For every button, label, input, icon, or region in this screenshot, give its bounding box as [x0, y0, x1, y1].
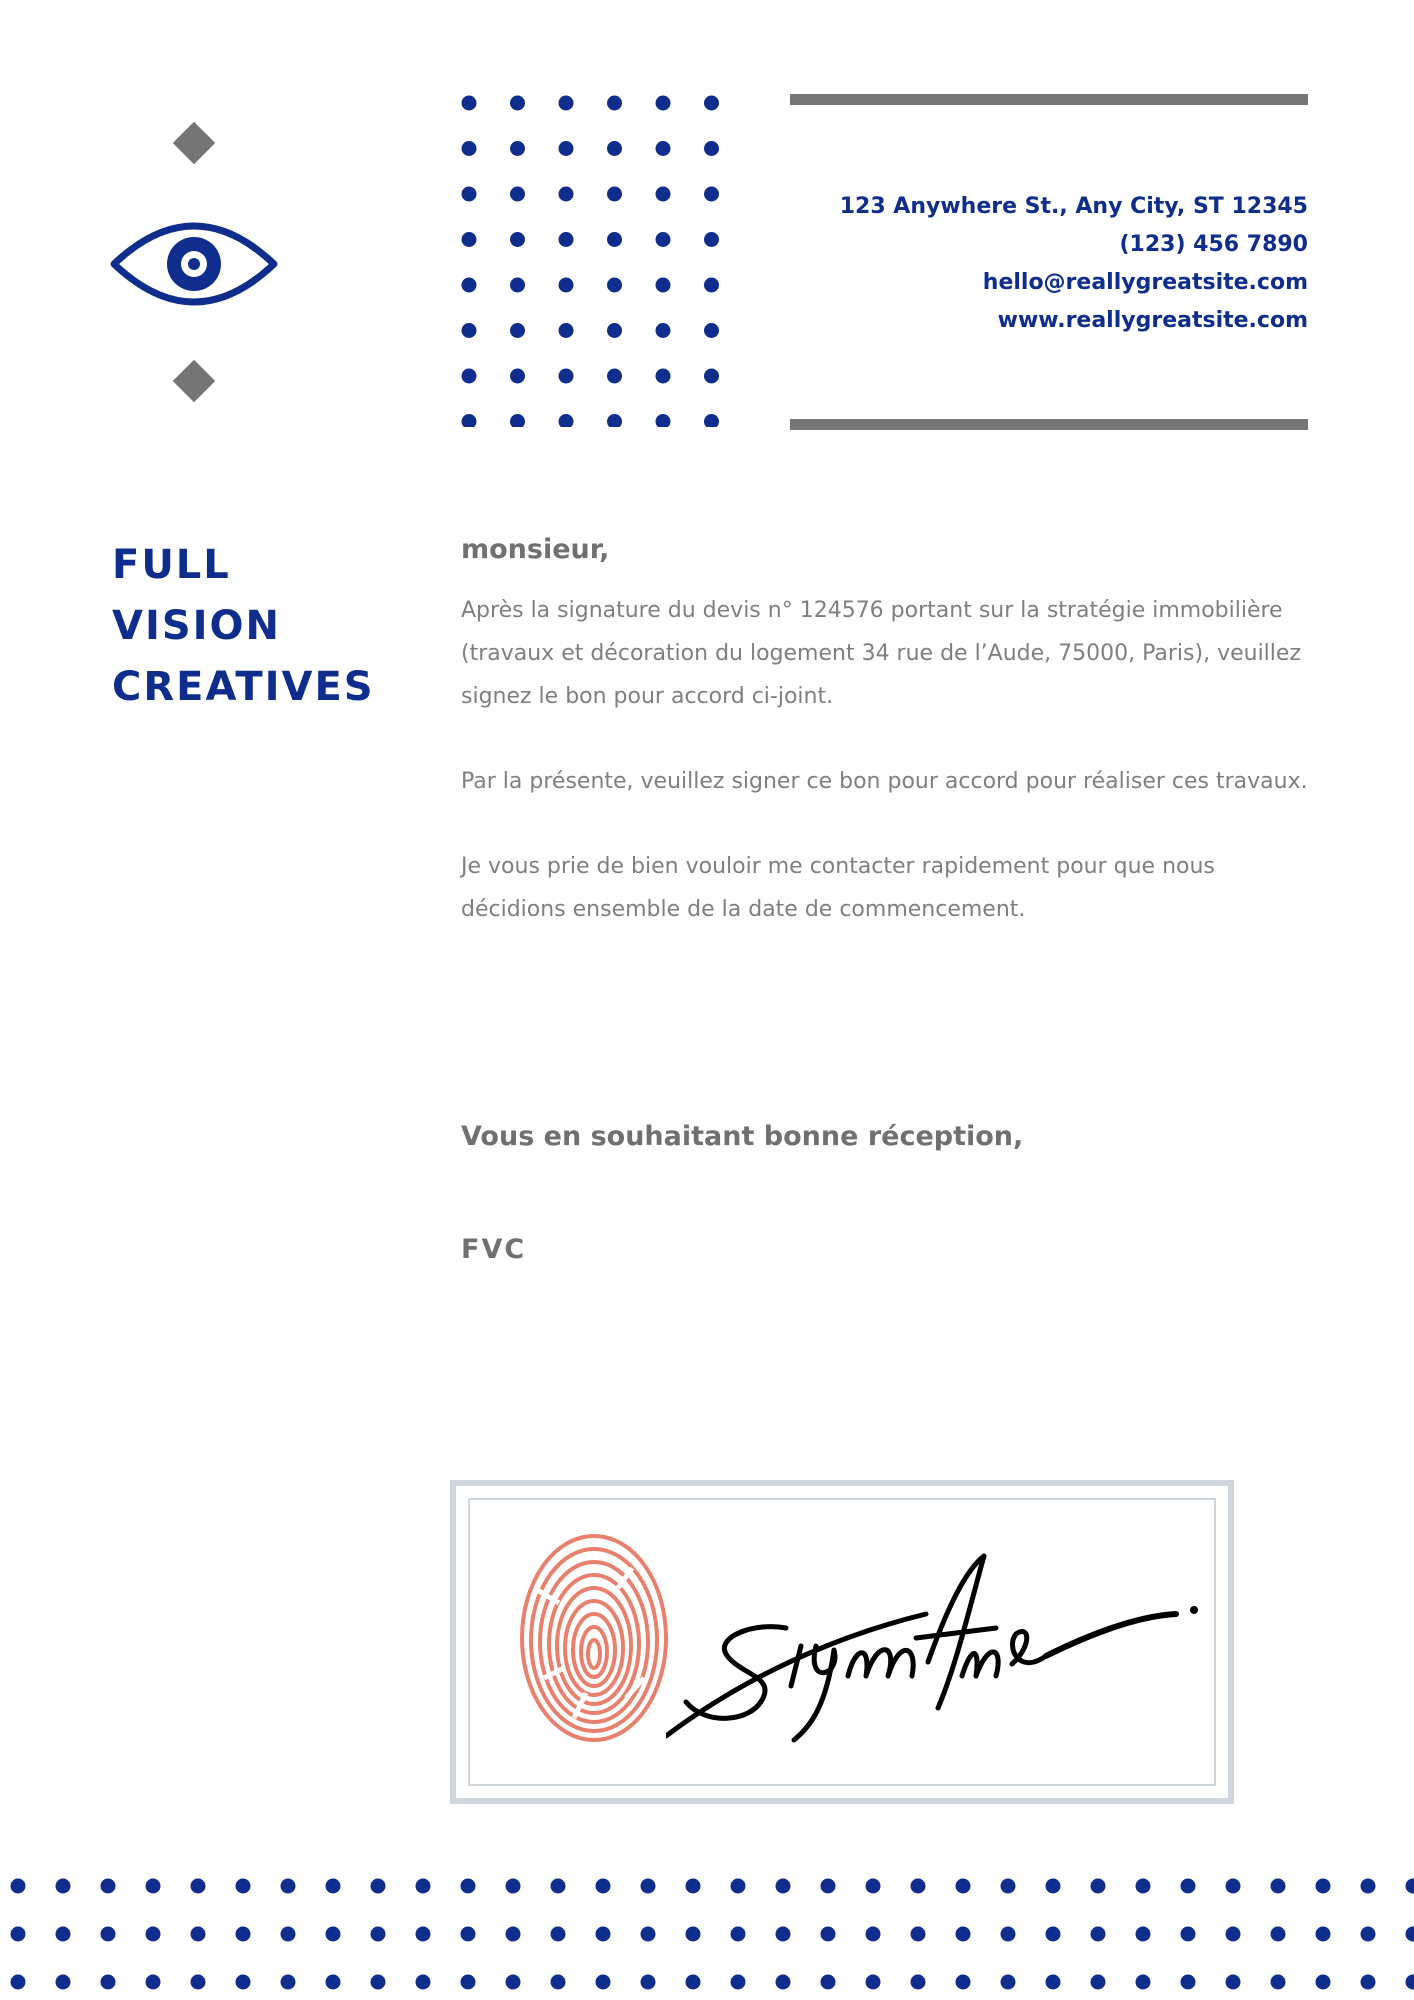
- dot: [1226, 1879, 1241, 1894]
- dot: [559, 323, 574, 338]
- eye-icon: [110, 218, 278, 310]
- closing-line: Vous en souhaitant bonne réception,: [461, 1121, 1024, 1152]
- company-name-line-1: FULL: [112, 542, 231, 588]
- dot: [607, 141, 622, 156]
- dot: [1001, 1879, 1016, 1894]
- dot: [510, 96, 525, 111]
- handwritten-signature: [666, 1526, 1206, 1746]
- dot: [371, 1975, 386, 1990]
- company-name-line-2: VISION: [112, 603, 282, 649]
- dot: [641, 1975, 656, 1990]
- dot: [1226, 1927, 1241, 1942]
- dot: [1091, 1927, 1106, 1942]
- dot: [236, 1879, 251, 1894]
- dot: [326, 1975, 341, 1990]
- dot: [506, 1927, 521, 1942]
- dot: [236, 1975, 251, 1990]
- dot: [559, 232, 574, 247]
- dot: [510, 141, 525, 156]
- dot: [462, 96, 477, 111]
- diamond-ornament-bottom: [173, 360, 215, 402]
- dot: [607, 323, 622, 338]
- dot: [656, 414, 671, 427]
- letter-body: [461, 534, 1321, 973]
- dot: [416, 1975, 431, 1990]
- dot: [146, 1975, 161, 1990]
- paragraph-2: Par la présente, veuillez signer ce bon pour accord pour réaliser ces travaux.: [461, 769, 1308, 794]
- dot: [607, 414, 622, 427]
- dot: [462, 369, 477, 384]
- dot: [731, 1879, 746, 1894]
- dot: [704, 232, 719, 247]
- dot: [510, 278, 525, 293]
- dot: [1091, 1975, 1106, 1990]
- dot: [776, 1927, 791, 1942]
- dot: [146, 1879, 161, 1894]
- dot: [101, 1927, 116, 1942]
- dot: [191, 1927, 206, 1942]
- dot: [686, 1879, 701, 1894]
- dot: [704, 323, 719, 338]
- dot: [656, 369, 671, 384]
- sender-name: FVC: [461, 1234, 527, 1265]
- paragraph-1: Après la signature du devis n° 124576 portant sur la stratégie immobilière (travaux et décoration du logement 34 rue de l’Aude, 75000, Paris), veuillez signez le bon pour accord ci-joint.: [461, 598, 1301, 709]
- dot: [866, 1975, 881, 1990]
- dot: [1316, 1927, 1331, 1942]
- dot: [686, 1927, 701, 1942]
- dot: [607, 96, 622, 111]
- website-text: www.reallygreatsite.com: [997, 308, 1308, 333]
- dot: [656, 187, 671, 202]
- dot: [506, 1879, 521, 1894]
- dot: [686, 1975, 701, 1990]
- dot: [416, 1879, 431, 1894]
- company-name: [112, 535, 412, 718]
- dot: [146, 1927, 161, 1942]
- paragraph-3: Je vous prie de bien vouloir me contacter rapidement pour que nous décidions ensemble de la date de commencement.: [461, 854, 1215, 922]
- dot: [462, 187, 477, 202]
- dot: [462, 141, 477, 156]
- dot: [596, 1927, 611, 1942]
- fingerprint-icon: [514, 1528, 674, 1748]
- dot: [510, 414, 525, 427]
- dot: [281, 1879, 296, 1894]
- dot: [731, 1927, 746, 1942]
- dot: [11, 1927, 26, 1942]
- bottom-dot-pattern: [0, 1868, 1414, 1998]
- dot: [559, 141, 574, 156]
- dot: [326, 1927, 341, 1942]
- dot: [281, 1927, 296, 1942]
- top-rule: [790, 94, 1308, 105]
- dot: [559, 96, 574, 111]
- dot: [1361, 1927, 1376, 1942]
- dot: [1271, 1879, 1286, 1894]
- dot: [1271, 1975, 1286, 1990]
- dot: [956, 1927, 971, 1942]
- email-text: hello@reallygreatsite.com: [982, 270, 1308, 295]
- dot: [821, 1975, 836, 1990]
- dot: [462, 414, 477, 427]
- dot: [596, 1879, 611, 1894]
- dot: [656, 232, 671, 247]
- dot: [506, 1975, 521, 1990]
- dot: [911, 1879, 926, 1894]
- dot: [1001, 1975, 1016, 1990]
- dot: [11, 1879, 26, 1894]
- dot: [656, 96, 671, 111]
- dot: [510, 232, 525, 247]
- dot: [1136, 1975, 1151, 1990]
- dot: [641, 1879, 656, 1894]
- dot: [101, 1975, 116, 1990]
- dot: [416, 1927, 431, 1942]
- dot: [704, 141, 719, 156]
- dot: [1001, 1927, 1016, 1942]
- phone-text: (123) 456 7890: [1119, 232, 1308, 257]
- dot: [1316, 1879, 1331, 1894]
- dot: [551, 1975, 566, 1990]
- dot: [1406, 1927, 1414, 1942]
- dot: [596, 1975, 611, 1990]
- signature-box: [450, 1480, 1234, 1804]
- dot: [866, 1879, 881, 1894]
- dot: [510, 323, 525, 338]
- dot: [510, 369, 525, 384]
- dot: [704, 414, 719, 427]
- dot: [1181, 1975, 1196, 1990]
- dot: [607, 278, 622, 293]
- dot: [1046, 1927, 1061, 1942]
- dot: [551, 1879, 566, 1894]
- dot: [656, 141, 671, 156]
- dot: [607, 232, 622, 247]
- dot: [510, 187, 525, 202]
- dot: [704, 278, 719, 293]
- dot: [1406, 1975, 1414, 1990]
- dot: [956, 1879, 971, 1894]
- dot: [1091, 1879, 1106, 1894]
- dot: [11, 1975, 26, 1990]
- dot: [1361, 1879, 1376, 1894]
- dot: [559, 278, 574, 293]
- dot: [1406, 1879, 1414, 1894]
- dot: [371, 1927, 386, 1942]
- dot: [607, 187, 622, 202]
- dot: [326, 1879, 341, 1894]
- dot: [1136, 1927, 1151, 1942]
- dot: [461, 1927, 476, 1942]
- dot: [704, 187, 719, 202]
- dot: [559, 414, 574, 427]
- dot: [462, 232, 477, 247]
- address-text: 123 Anywhere St., Any City, ST 12345: [839, 194, 1308, 219]
- dot: [704, 369, 719, 384]
- dot: [371, 1879, 386, 1894]
- dot: [776, 1975, 791, 1990]
- contact-block: [840, 188, 1308, 340]
- dot: [559, 369, 574, 384]
- company-name-line-3: CREATIVES: [112, 664, 375, 710]
- dot: [656, 323, 671, 338]
- dot: [236, 1927, 251, 1942]
- dot: [101, 1879, 116, 1894]
- dot: [656, 278, 671, 293]
- dot: [1271, 1927, 1286, 1942]
- bottom-rule: [790, 419, 1308, 430]
- dot: [866, 1927, 881, 1942]
- dot: [911, 1975, 926, 1990]
- dot: [462, 323, 477, 338]
- dot: [559, 187, 574, 202]
- dot: [911, 1927, 926, 1942]
- dot: [551, 1927, 566, 1942]
- dot-grid-pattern: [451, 87, 731, 427]
- dot: [56, 1927, 71, 1942]
- dot: [821, 1927, 836, 1942]
- dot: [1136, 1879, 1151, 1894]
- dot: [1316, 1975, 1331, 1990]
- dot: [821, 1879, 836, 1894]
- diamond-ornament-top: [173, 122, 215, 164]
- dot: [776, 1879, 791, 1894]
- dot: [641, 1927, 656, 1942]
- dot: [731, 1975, 746, 1990]
- dot: [1046, 1879, 1061, 1894]
- dot: [1181, 1879, 1196, 1894]
- salutation: monsieur,: [461, 534, 610, 565]
- dot: [56, 1975, 71, 1990]
- dot: [1226, 1975, 1241, 1990]
- dot: [607, 369, 622, 384]
- dot: [704, 96, 719, 111]
- dot: [1046, 1975, 1061, 1990]
- dot: [191, 1879, 206, 1894]
- dot: [956, 1975, 971, 1990]
- dot: [461, 1879, 476, 1894]
- dot: [461, 1975, 476, 1990]
- dot: [56, 1879, 71, 1894]
- dot: [191, 1975, 206, 1990]
- dot: [1361, 1975, 1376, 1990]
- dot: [281, 1975, 296, 1990]
- dot: [1181, 1927, 1196, 1942]
- dot: [462, 278, 477, 293]
